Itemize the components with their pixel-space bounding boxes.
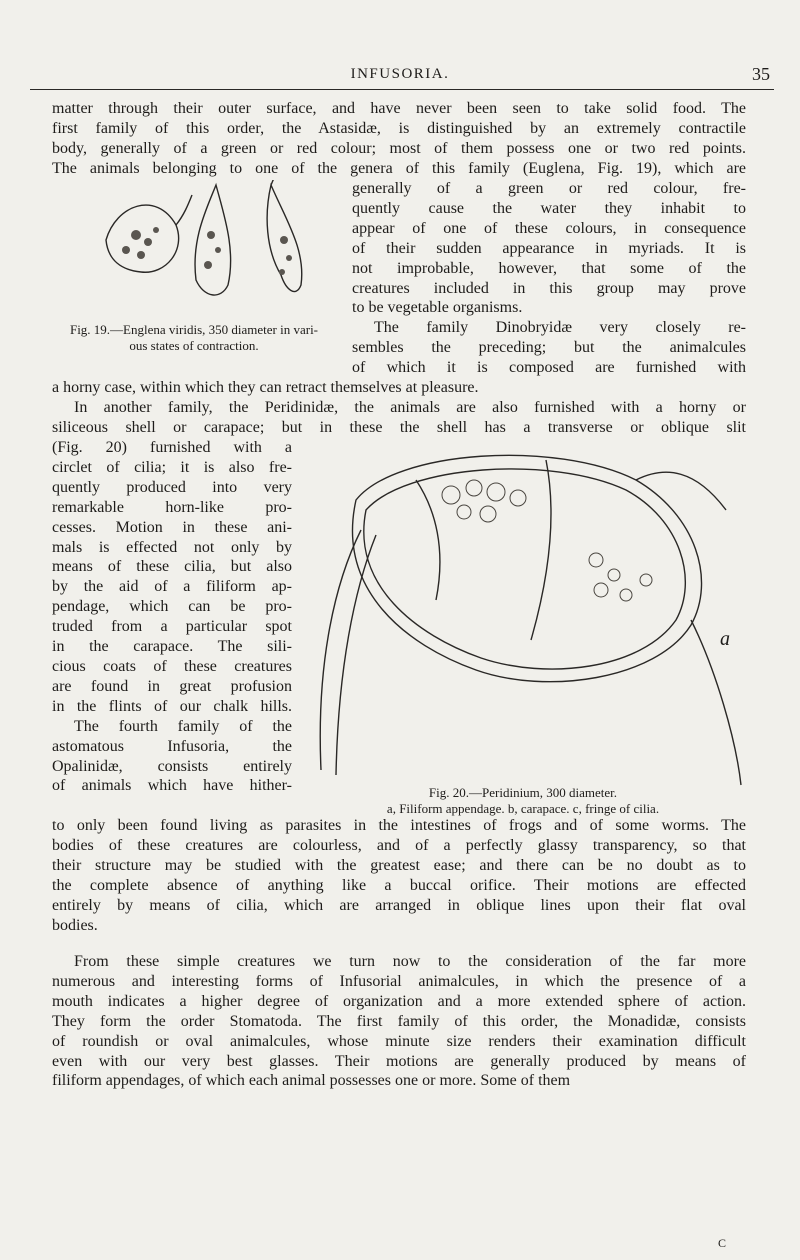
text-line: creatures included in this group may prove (352, 279, 746, 297)
text-line: of their sudden appearance in myriads. It is (352, 239, 746, 257)
figure-20-caption-legend: a, Filiform appendage. b, carapace. c, fringe of cilia. (386, 801, 660, 816)
text-line: in the carapace. The sili- (52, 638, 292, 656)
text-line: pendage, which can be pro- (52, 598, 292, 616)
text-line: truded from a particular spot (52, 618, 292, 636)
figure-19-illustration (96, 180, 336, 310)
text-line: entirely by means of cilia, which are arranged in oblique lines upon their flat oval (52, 896, 746, 914)
text-line: body, generally of a green or red colour; most of them possess one or two red points. (52, 139, 746, 157)
text-line: of animals which have hither- (52, 777, 292, 795)
text-line: their structure may be studied with the greatest ease; and there can be no doubt as to (52, 856, 746, 874)
text-line: quently cause the water they inhabit to (352, 199, 746, 217)
signature-mark: C (718, 1236, 727, 1250)
text-line: the complete absence of anything like a buccal orifice. Their motions are effected (52, 876, 746, 894)
text-line: In another family, the Peridinidæ, the animals are also furnished with a horny or (74, 398, 746, 416)
figure-19-caption: Fig. 19.—Englena viridis, 350 diameter in vari- ous states of contraction. (69, 322, 319, 353)
text-line: of which it is composed are furnished with (352, 359, 746, 377)
text-line: Opalinidæ, consists entirely (52, 757, 292, 775)
text-line: bodies of these creatures are colourless, and of a perfectly glassy transparency, so that (52, 836, 746, 854)
text-line: The fourth family of the (74, 717, 292, 735)
text-line: numerous and interesting forms of Infusorial animalcules, in which the presence of a (52, 972, 746, 990)
paragraph-astasidae (52, 99, 746, 179)
page-number: 35 (752, 64, 770, 84)
paragraph-opalinidae-cont (52, 816, 746, 935)
text-line: to only been found living as parasites in the intestines of frogs and of some worms. The (52, 817, 746, 834)
text-line: quently produced into very (52, 478, 292, 496)
paragraph-stomatoda (52, 952, 746, 1091)
text-line: mouth indicates a higher degree of organization and a more extended sphere of action. (52, 992, 746, 1010)
text-line: (Fig. 20) furnished with a (52, 439, 292, 456)
text-line: appear of one of these colours, in consequence (352, 219, 746, 237)
figure-20-illustration (296, 440, 746, 790)
text-line: They form the order Stomatoda. The first family of this order, the Monadidæ, consists (52, 1012, 746, 1030)
header-rule (30, 89, 774, 90)
text-line: of roundish or oval animalcules, whose minute size renders their examination difficult (52, 1032, 746, 1050)
text-line: siliceous shell or carapace; but in these the shell has a transverse or oblique slit (52, 418, 746, 436)
text-line: by the aid of a filiform ap- (52, 578, 292, 596)
text-line: generally of a green or red colour, fre- (352, 180, 746, 197)
text-line: astomatous Infusoria, the (52, 737, 292, 755)
text-line: mals is effected not only by (52, 538, 292, 556)
page-header (0, 66, 800, 86)
text-line: circlet of cilia; it is also fre- (52, 458, 292, 476)
text-line: matter through their outer surface, and have never been seen to take solid food. The (52, 100, 746, 117)
text-line: The family Dinobryidæ very closely re- (374, 319, 746, 337)
running-head: INFUSORIA. (350, 66, 450, 82)
text-line: not improbable, however, that some of the (352, 259, 746, 277)
text-line: remarkable horn-like pro- (52, 498, 292, 516)
figure-20-label-a: a (720, 628, 730, 650)
paragraph-euglena-dinobryidae (352, 179, 746, 378)
text-line: first family of this order, the Astasidæ, is distinguished by an extremely contractile (52, 119, 746, 137)
figure-20-caption-title: Fig. 20.—Peridinium, 300 diameter. (428, 785, 618, 800)
text-line: a horny case, within which they can retract themselves at pleasure. (52, 379, 479, 396)
text-line: are found in great profusion (52, 677, 292, 695)
figure-20-caption (300, 785, 746, 817)
text-line: filiform appendages, of which each animal possesses one or more. Some of them (52, 1072, 571, 1090)
text-line: bodies. (52, 916, 98, 934)
text-line: even with our very best glasses. Their motions are generally produced by means of (52, 1052, 746, 1070)
text-line: means of these cilia, but also (52, 558, 292, 576)
paragraph-peridinidae (52, 378, 746, 438)
text-line: in the flints of our chalk hills. (52, 697, 292, 715)
text-line: to be vegetable organisms. (352, 299, 523, 317)
text-line: cious coats of these creatures (52, 657, 292, 675)
text-line: From these simple creatures we turn now to the consideration of the far more (74, 953, 746, 970)
text-line: cesses. Motion in these ani- (52, 518, 292, 536)
paragraph-peridinium-opalinidae (52, 438, 292, 796)
text-line: The animals belonging to one of the genera of this family (Euglena, Fig. 19), which are (52, 159, 746, 177)
text-line: sembles the preceding; but the animalcules (352, 339, 746, 357)
